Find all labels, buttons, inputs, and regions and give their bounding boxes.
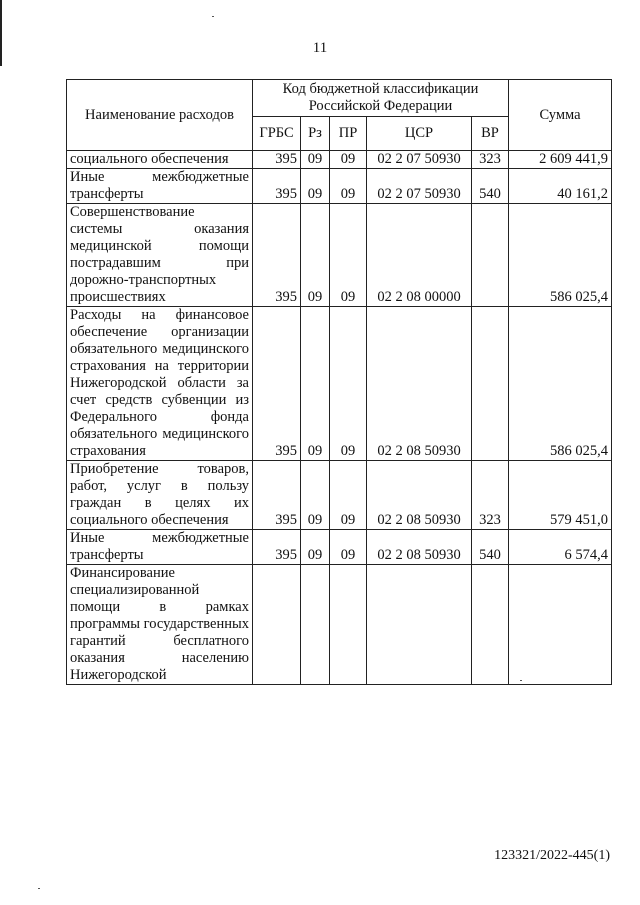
row-name: Приобретение товаров, работ, услуг в пользу граждан в целях их социального обеспечения [67, 461, 253, 530]
row-sum: 6 574,4 [509, 530, 612, 565]
row-grbs: 395 [253, 204, 301, 307]
table-header-row [67, 80, 612, 117]
table-row [67, 530, 612, 565]
row-pr [330, 565, 367, 685]
row-csr: 02 2 08 50930 [367, 530, 472, 565]
header-csr: ЦСР [367, 117, 472, 151]
row-grbs: 395 [253, 151, 301, 169]
row-csr: 02 2 08 50930 [367, 461, 472, 530]
row-rz: 09 [301, 530, 330, 565]
row-csr [367, 565, 472, 685]
row-csr: 02 2 07 50930 [367, 169, 472, 204]
row-pr: 09 [330, 169, 367, 204]
row-grbs [253, 565, 301, 685]
header-name: Наименование расходов [67, 80, 253, 151]
row-vr: 540 [472, 169, 509, 204]
row-csr: 02 2 08 00000 [367, 204, 472, 307]
row-grbs: 395 [253, 530, 301, 565]
row-pr: 09 [330, 307, 367, 461]
header-code-group: Код бюджетной классификации Российской Федерации [253, 80, 509, 117]
row-rz: 09 [301, 169, 330, 204]
table-row [67, 461, 612, 530]
budget-table [66, 79, 612, 685]
header-sum: Сумма [509, 80, 612, 151]
row-name: Совершенствование системы оказания медицинской помощи пострадавшим при дорожно-транспортных происшествиях [67, 204, 253, 307]
row-pr: 09 [330, 204, 367, 307]
row-pr: 09 [330, 151, 367, 169]
row-vr [472, 307, 509, 461]
row-name: Иные межбюджетные трансферты [67, 530, 253, 565]
row-rz: 09 [301, 461, 330, 530]
page-number: 11 [312, 40, 328, 56]
row-pr: 09 [330, 530, 367, 565]
row-rz: 09 [301, 204, 330, 307]
row-rz: 09 [301, 151, 330, 169]
table-row [67, 151, 612, 169]
header-grbs: ГРБС [253, 117, 301, 151]
row-sum: 2 609 441,9 [509, 151, 612, 169]
row-sum: 40 161,2 [509, 169, 612, 204]
document-number: 123321/2022-445(1) [494, 848, 610, 863]
table-row [67, 204, 612, 307]
row-grbs: 395 [253, 169, 301, 204]
row-sum [509, 565, 612, 685]
row-sum: 586 025,4 [509, 204, 612, 307]
row-csr: 02 2 07 50930 [367, 151, 472, 169]
row-name: Иные межбюджетные трансферты [67, 169, 253, 204]
row-name: Финансирование специализированной помощи в рамках программы государственных гарантий бесплатного оказания населению Нижегородской [67, 565, 253, 685]
row-vr: 323 [472, 151, 509, 169]
row-sum: 579 451,0 [509, 461, 612, 530]
row-csr: 02 2 08 50930 [367, 307, 472, 461]
row-vr [472, 204, 509, 307]
header-rz: Рз [301, 117, 330, 151]
row-pr: 09 [330, 461, 367, 530]
table-row [67, 307, 612, 461]
row-name: социального обеспечения [67, 151, 253, 169]
row-vr [472, 565, 509, 685]
scan-speck [212, 16, 214, 17]
row-vr: 540 [472, 530, 509, 565]
scan-speck [38, 888, 40, 889]
row-vr: 323 [472, 461, 509, 530]
row-rz [301, 565, 330, 685]
table-row [67, 169, 612, 204]
row-name: Расходы на финансовое обеспечение организации обязательного медицинского страхования на территории Нижегородской области за счет средств субвенции из Федерального фонда обязательного медицинского страхования [67, 307, 253, 461]
table-row [67, 565, 612, 685]
row-sum: 586 025,4 [509, 307, 612, 461]
row-grbs: 395 [253, 307, 301, 461]
header-vr: ВР [472, 117, 509, 151]
row-grbs: 395 [253, 461, 301, 530]
row-rz: 09 [301, 307, 330, 461]
header-pr: ПР [330, 117, 367, 151]
